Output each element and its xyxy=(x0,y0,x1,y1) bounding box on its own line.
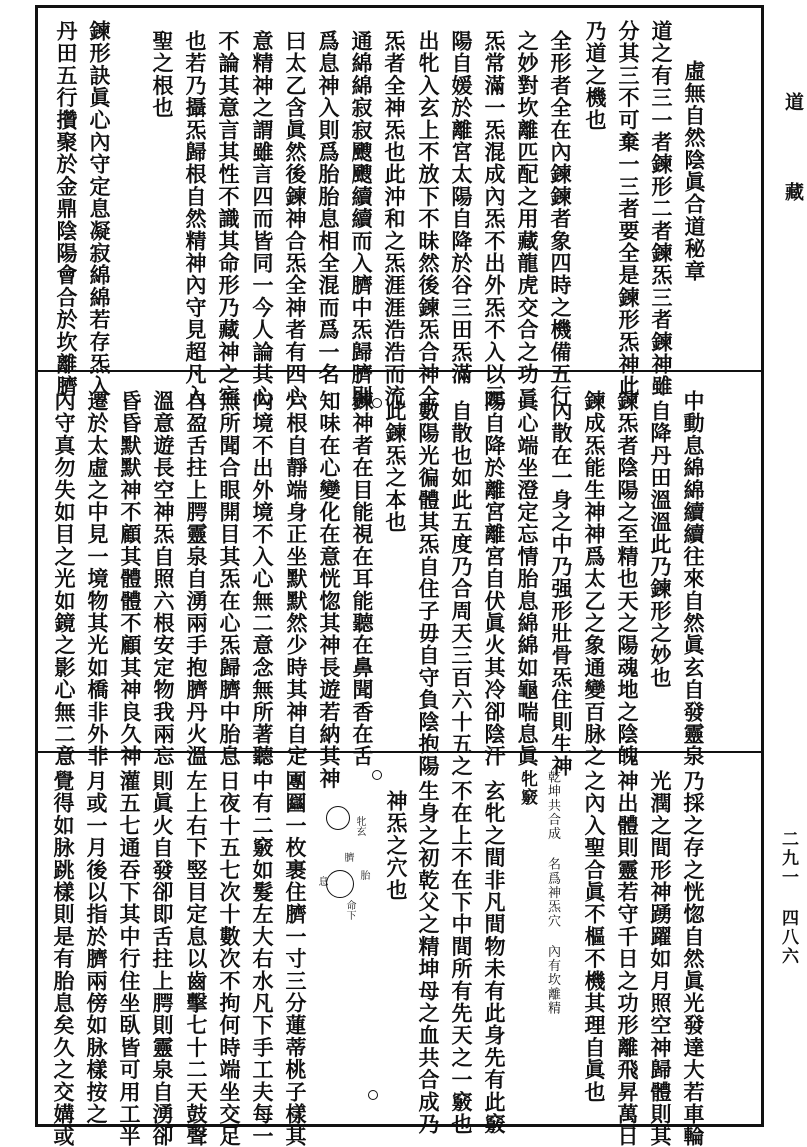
text-column: 意精神之謂雖言四而皆同一今人論其心 xyxy=(250,30,275,408)
text-column: 覺得如脉跳樣則是有胎息矣久之交媾或 xyxy=(51,770,76,1147)
text-column: 溫意遊長空神炁自照六根安定物我兩忘 xyxy=(151,390,176,768)
text-column: 不論其意言其性不識其命形乃藏神之宅 xyxy=(216,30,241,408)
punctuation-circle xyxy=(368,1090,378,1100)
text-column: 也若乃攝炁歸根自然精神內守見超凡入 xyxy=(183,30,208,408)
text-column: 月或一月後以指於臍兩傍如脉樣按之 xyxy=(84,770,109,1126)
text-column: 無所聞合眼開目其炁在心炁歸臍中胎息 xyxy=(217,390,242,768)
text-column: 自散也如此五度乃合周天三百六十五之 xyxy=(449,400,474,778)
text-column: 昏昏默默神不顧其體體不顧其神良久神 xyxy=(118,390,143,768)
text-column: 中有二竅如髮左大右水凡下手工夫每一 xyxy=(250,770,275,1147)
text-column: 全形者全在內鍊鍊者象四時之機備五行 xyxy=(548,30,573,408)
text-column: 左上右下竪目定息以齒擊七十二天鼓聲 xyxy=(184,770,209,1147)
text-column: 生身之初乾父之精坤母之血共合成乃 xyxy=(416,780,441,1136)
text-column: 鍊炁者陰陽之至精也天之陽魂地之陰魄 xyxy=(615,390,640,768)
diagram-label-right: 胎 xyxy=(358,870,369,880)
text-column: 聖之根也 xyxy=(150,30,175,119)
text-column: 眞心端坐澄定忘情胎息綿綿如龜喘息眞 xyxy=(515,390,540,768)
text-column: 陽自降於離宮離宮自伏眞火其冷卻陰汗 xyxy=(482,390,507,768)
collection-name-bottom: 藏 xyxy=(782,182,804,203)
text-column: 遷於太虛之中見一境物其光如橋非外非 xyxy=(85,390,110,768)
navel-diagram xyxy=(312,800,372,920)
upper-circle xyxy=(326,806,350,830)
text-column: 鍊形訣眞心內守定息凝寂綿綿若存炁入 xyxy=(87,20,112,398)
text-column: 灌五七通吞下其中行住坐臥皆可用工半 xyxy=(117,770,142,1147)
band-divider-2 xyxy=(35,751,764,753)
text-column: 六根自靜端身正坐默默然少時其神自定 xyxy=(284,390,309,768)
text-column: 爲息神入則爲胎胎息相全混而爲一名 xyxy=(316,30,341,386)
text-column: 團圝一枚裹住臍一寸三分蓮蒂桃子樣其 xyxy=(283,770,308,1147)
text-column: 日夜十五七次十數次不拘何時端坐交足 xyxy=(217,770,242,1147)
text-column: 之妙對坎離匹配之用藏龍虎交合之功二 xyxy=(515,30,540,408)
text-column: 乃道之機也 xyxy=(583,20,608,131)
punctuation-circle xyxy=(372,398,382,408)
text-column: 通綿綿寂寂颼颼續續而入臍中炁歸臍則 xyxy=(349,30,374,408)
text-column: 光潤之間形神踴躍如月照空神歸體則其 xyxy=(648,770,673,1147)
text-column: 數陽光徧體其炁自住子毋自守負陰抱陽 xyxy=(416,400,441,778)
text-column: 鍊神者在目能視在耳能聽在鼻聞香在舌 xyxy=(350,390,375,768)
text-column: 炁者全神炁也此沖和之炁涯涯浩浩而流 xyxy=(382,30,407,408)
text-column: 乃採之存之恍惚自然眞光發達大若車輪 xyxy=(681,770,706,1147)
page-number: 二九一 四八六 xyxy=(778,830,798,966)
chapter-title: 虛無自然陰眞合道秘章 xyxy=(682,60,707,282)
text-column: 此鍊炁之本也 xyxy=(383,400,408,534)
text-column: 鍊成炁能生神神爲太乙之象通變百脉之 xyxy=(582,390,607,768)
text-column: 神出體則靈若守千日之功形離飛昇萬日 xyxy=(615,770,640,1147)
text-column: 自盈舌拄上腭靈泉自湧兩手抱臍丹火溫 xyxy=(184,390,209,768)
text-column: 分其三不可棄一三者要全是鍊形炁神此 xyxy=(616,20,641,398)
text-column: 內境不出外境不入心無二意念無所著聽 xyxy=(250,390,275,768)
text-column: 炁常滿一炁混成內炁不出外炁不入以元 xyxy=(482,30,507,408)
text-column: 陽自媛於離宮太陽自降於谷三田炁滿 xyxy=(449,30,474,386)
lower-circle xyxy=(326,870,354,898)
text-column: 玄牝之間非凡間物未有此身先有此竅 xyxy=(482,780,507,1136)
text-column: 出牝入玄上不放下不昧然後鍊炁合神全 xyxy=(416,30,441,408)
section-heading: 牝竅 xyxy=(517,770,537,807)
text-column: 之內入聖合眞不樞不機其理自眞也 xyxy=(582,770,607,1103)
text-column: 內散在一身之中乃强形壯骨炁住則生神 xyxy=(549,400,574,778)
text-column: 內守真勿失如目之光如鏡之影心無二意 xyxy=(52,390,77,768)
punctuation-circle xyxy=(372,770,382,780)
text-column: 丹田五行攢聚於金鼎陰陽會合於坎離臍 xyxy=(54,20,79,398)
diagram-label-left: 息 xyxy=(316,876,327,886)
text-column: 不在上不在下中間所有先天之一竅也 xyxy=(449,780,474,1136)
text-column: 知味在心變化在意恍惚其神長遊若納其神 xyxy=(317,390,342,790)
heading-note: 乾坤共合成 名爲神炁穴 內有坎離精 xyxy=(545,770,560,1016)
text-column: 自降丹田溫溫此乃鍊形之妙也 xyxy=(648,400,673,689)
text-column: 神炁之穴也 xyxy=(384,790,409,901)
collection-name-top: 道 xyxy=(782,92,804,113)
text-column: 道之有三一者鍊形二者鍊炁三者鍊神雖 xyxy=(649,20,674,398)
text-column: 則眞火自發卻即舌拄上腭則靈泉自湧卻 xyxy=(150,770,175,1147)
diagram-label-center-top: 臍 xyxy=(342,852,353,862)
diagram-label-top: 牝玄 xyxy=(354,816,365,836)
text-column: 中動息綿綿續續往來自然眞玄自發靈泉 xyxy=(681,390,706,768)
diagram-label-bottom: 命下 xyxy=(344,900,355,920)
text-column: 曰太乙含眞然後鍊神合炁全神者有四心 xyxy=(283,30,308,408)
